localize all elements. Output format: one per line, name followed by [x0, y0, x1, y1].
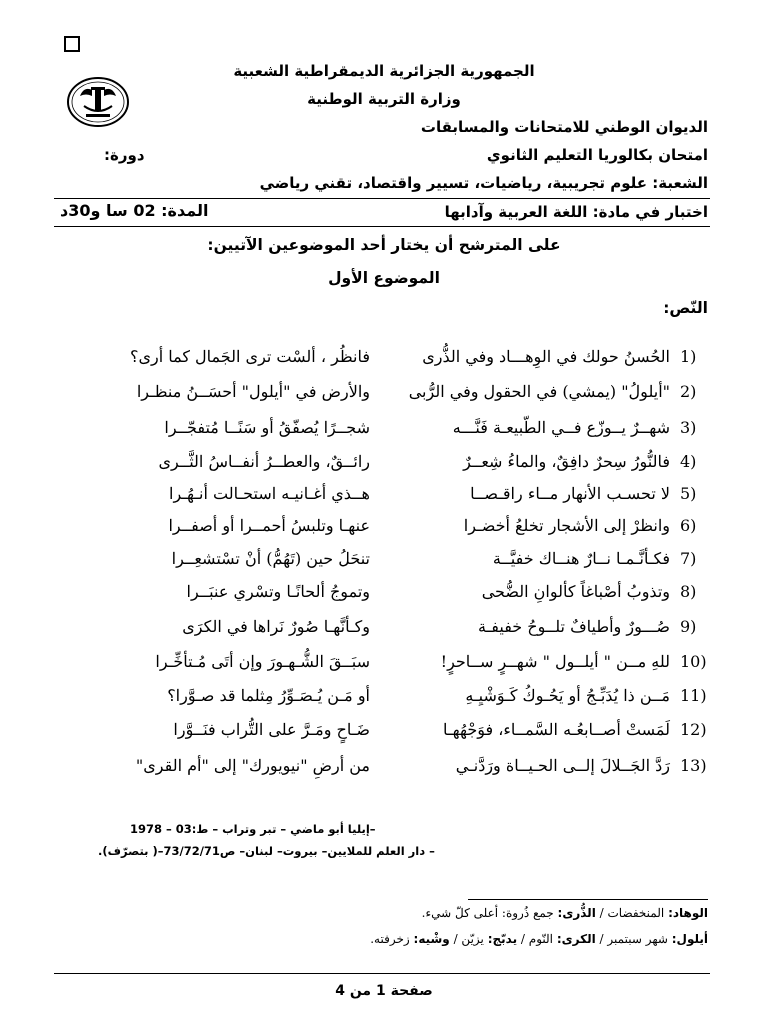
choose-instruction: على المترشح أن يختار أحد الموضوعين الآتيين:	[207, 236, 561, 254]
verse-number: 4)	[680, 452, 697, 471]
duration-label: المدة:	[161, 201, 209, 220]
session-label: دورة:	[104, 146, 145, 164]
poem-verse	[100, 549, 706, 575]
verse-second-hemistich: هــذي أغـانيـه استحـالت أنـهُـرا	[169, 484, 370, 503]
republic-title: الجمهورية الجزائرية الديمقراطية الشعبية	[233, 62, 535, 80]
corner-checkbox	[64, 36, 80, 52]
verse-first-hemistich: لا تحسـب الأنهار مــاء راقـصــا	[470, 484, 670, 503]
glossary-term: وشْيه:	[413, 932, 450, 946]
verse-number: 11)	[680, 686, 707, 705]
verse-second-hemistich: وكـأنَّهـا صُورٌ نَراها في الكرَى	[182, 617, 370, 636]
verse-number: 10)	[680, 652, 707, 671]
verse-second-hemistich: رائــقٌ، والعطــرُ أنفــاسُ الثَّــرى	[158, 452, 370, 471]
header-top-divider	[54, 198, 710, 199]
ministry-title: وزارة التربية الوطنية	[307, 90, 461, 108]
verse-first-hemistich: وتذوبُ أصْباغاً كألوانِ الضُّحى	[481, 582, 670, 601]
verse-second-hemistich: شجــرًا يُصفّقُ أو سَنًــا مُتفجّــرا	[164, 418, 370, 437]
verse-first-hemistich: مَــن ذا يُدَبِّـجُ أو يَحُـوكُ كَـوَشْيِـهِ	[465, 686, 670, 705]
verse-number: 2)	[680, 382, 697, 401]
verse-first-hemistich: للهِ مــن " أيلــول " شهــرٍ ســاحرٍ!	[440, 652, 670, 671]
poem-verse	[100, 382, 706, 408]
verse-number: 13)	[680, 756, 707, 775]
poem-verse	[100, 756, 706, 782]
verse-number: 6)	[680, 516, 697, 535]
verse-second-hemistich: وتموجُ ألحانًـا وتسْري عنبَــرا	[186, 582, 370, 601]
verse-second-hemistich: سبَــقَ الشُّـهـورَ وإن أتَى مُـتأخِّـرا	[155, 652, 370, 671]
glossary-term: الذُّرى:	[557, 906, 596, 920]
verse-first-hemistich: فالنُّورُ سِحرٌ دافِقٌ، والماءُ شِعــرٌ	[463, 452, 670, 471]
verse-first-hemistich: صُـــورٌ وأطيافٌ تلــوحُ خفيفـة	[478, 617, 670, 636]
subject-line: اختبار في مادة: اللغة العربية وآدابها	[444, 203, 708, 221]
verse-first-hemistich: شهــرٌ يــوزّع فــي الطّبيعـة فَنَّـــه	[452, 418, 670, 437]
topic-heading: الموضوع الأول	[328, 269, 440, 287]
duration-value: 02 سا و30د	[60, 201, 156, 220]
verse-first-hemistich: "أيلولُ" (يمشي) في الحقول وفي الرُّبى	[408, 382, 670, 401]
poem-verse	[100, 516, 706, 542]
glossary-divider	[468, 899, 708, 900]
glossary-definition: زخرفته.	[370, 932, 410, 946]
verse-first-hemistich: الحُسنُ حولك في الوِهـــاد وفي الذُّرى	[422, 347, 670, 366]
verse-second-hemistich: والأرض في "أيلول" أحسَــنُ منظـرا	[136, 382, 370, 401]
poem-verse	[100, 652, 706, 678]
verse-number: 3)	[680, 418, 697, 437]
verse-number: 5)	[680, 484, 697, 503]
glossary-line-1	[422, 906, 708, 920]
glossary-definition: يزيّن /	[453, 932, 484, 946]
verse-second-hemistich: عنهـا وتلبسُ أحمــرا أو أصفــرا	[168, 516, 370, 535]
office-title: الديوان الوطني للامتحانات والمسابقات	[420, 118, 708, 136]
verse-number: 8)	[680, 582, 697, 601]
glossary-definition: المنخفضات /	[599, 906, 665, 920]
verse-second-hemistich: ضَـاحٍ ومَـرَّ على التُّراب فنَــوَّرا	[173, 720, 370, 739]
glossary-term: يدبّج:	[487, 932, 518, 946]
verse-number: 7)	[680, 549, 697, 568]
poem-verse	[100, 347, 706, 373]
verse-second-hemistich: من أرضِ "نيويورك" إلى "أم القرى"	[135, 756, 370, 775]
poem-verse	[100, 617, 706, 643]
poem-verse	[100, 720, 706, 746]
poem-verse	[100, 686, 706, 712]
glossary-term: أيلول:	[671, 932, 708, 946]
footer-divider	[54, 973, 710, 974]
duration	[60, 201, 208, 220]
verse-first-hemistich: لَمَستْ أصــابعُـه السَّمــاء، فوَجْهُهـا	[443, 720, 670, 739]
glossary-term: الكرى:	[556, 932, 596, 946]
source-line-1: –إيليا أبو ماضي – تبر وتراب – ط:03 – 1978	[130, 822, 376, 836]
glossary-definition: شهر سبتمبر /	[599, 932, 668, 946]
verse-second-hemistich: أو مَـن يُـصَـوِّرُ مِثلما قد صـوَّرا؟	[167, 686, 370, 705]
text-label: النّص:	[663, 299, 708, 317]
branch-line: الشعبة: علوم تجريبية، رياضيات، تسيير واقتصاد، تقني رياضي	[259, 174, 708, 192]
glossary-line-2	[370, 932, 708, 946]
verse-number: 1)	[680, 347, 697, 366]
verse-second-hemistich: فانظُر ، ألسْت ترى الجَمال كما أرى؟	[129, 347, 370, 366]
verse-number: 12)	[680, 720, 707, 739]
poem-verse	[100, 452, 706, 478]
glossary-definition: جمع ذُروة: أعلى كلّ شيء.	[421, 906, 554, 920]
verse-number: 9)	[680, 617, 697, 636]
glossary-definition: النّوم /	[520, 932, 554, 946]
verse-first-hemistich: فكـأنَّـمـا نــارٌ هنــاك خفيَّــة	[492, 549, 670, 568]
source-line-2: – دار العلم للملايين– بيروت– لبنان– ص73/72/71–( بتصرّف).	[98, 844, 435, 858]
glossary-term: الوهاد:	[668, 906, 708, 920]
verse-first-hemistich: وانظرْ إلى الأشجار تخلعُ أخضـرا	[463, 516, 670, 535]
exam-title: امتحان بكالوريا التعليم الثانوي	[486, 146, 708, 164]
header-bottom-divider	[54, 226, 710, 227]
poem-verse	[100, 582, 706, 608]
verse-second-hemistich: تنحَلُ حين (تَهُمُّ) أنْ تسْتشعِــرا	[171, 549, 370, 568]
verse-first-hemistich: رَدَّ الجَــلالَ إلــى الحـيــاة ورَدَّنـي	[455, 756, 670, 775]
poem-verse	[100, 418, 706, 444]
poem-verse	[100, 484, 706, 510]
page-number: صفحة 1 من 4	[335, 983, 433, 999]
